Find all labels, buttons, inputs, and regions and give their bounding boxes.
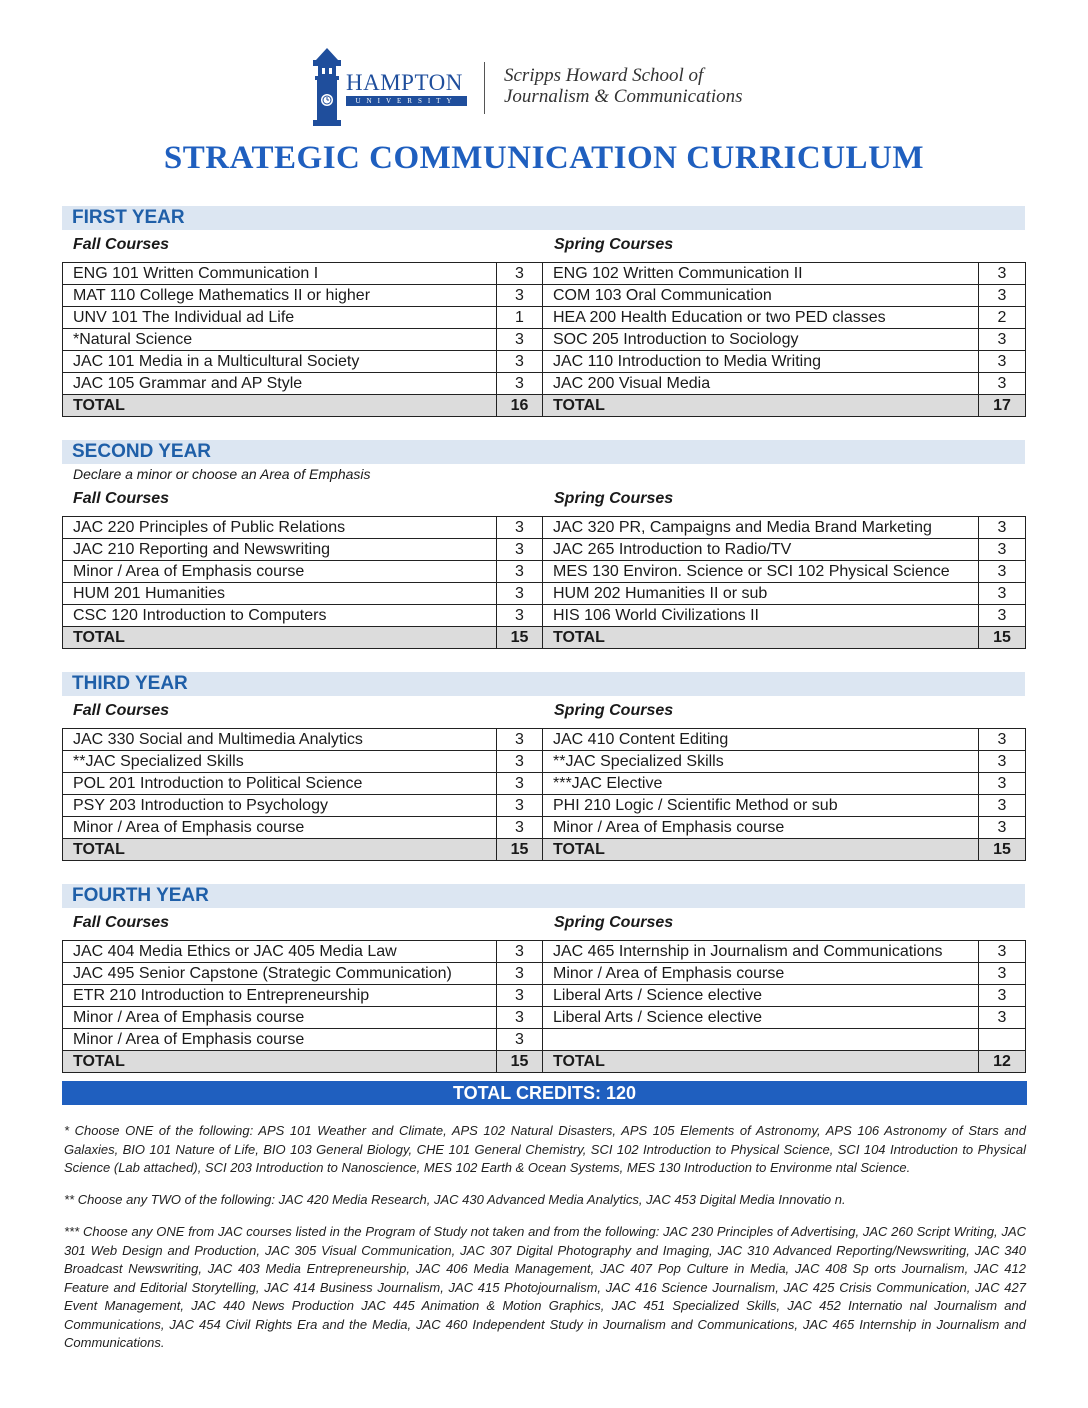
fall-course: UNV 101 The Individual ad Life xyxy=(63,307,497,329)
spring-course: JAC 410 Content Editing xyxy=(543,729,979,751)
spring-total-credits: 15 xyxy=(979,627,1026,649)
year-title: FOURTH YEAR xyxy=(62,884,1025,908)
fall-credits: 3 xyxy=(497,351,543,373)
fall-course: Minor / Area of Emphasis course xyxy=(63,561,497,583)
fall-total-label: TOTAL xyxy=(63,1051,497,1073)
fall-course: JAC 101 Media in a Multicultural Society xyxy=(63,351,497,373)
spring-credits: 3 xyxy=(979,795,1026,817)
spring-credits: 3 xyxy=(979,263,1026,285)
fall-credits: 3 xyxy=(497,773,543,795)
fall-course: JAC 105 Grammar and AP Style xyxy=(63,373,497,395)
spring-heading: Spring Courses xyxy=(554,702,674,719)
fall-heading: Fall Courses xyxy=(73,236,170,253)
year-title: SECOND YEAR xyxy=(62,440,1025,464)
fall-credits: 3 xyxy=(497,517,543,539)
fall-course: JAC 220 Principles of Public Relations xyxy=(63,517,497,539)
spring-course: HEA 200 Health Education or two PED classes xyxy=(543,307,979,329)
logo-divider xyxy=(484,62,485,114)
course-table xyxy=(62,516,1026,649)
fall-credits: 3 xyxy=(497,729,543,751)
fall-course: Minor / Area of Emphasis course xyxy=(63,817,497,839)
fall-total-credits: 15 xyxy=(497,839,543,861)
spring-course: JAC 265 Introduction to Radio/TV xyxy=(543,539,979,561)
total-row xyxy=(63,1051,1026,1073)
total-row xyxy=(63,627,1026,649)
fall-total-label: TOTAL xyxy=(63,627,497,649)
year-note: Declare a minor or choose an Area of Emphasis xyxy=(73,466,371,482)
spring-total-credits: 17 xyxy=(979,395,1026,417)
fall-credits: 3 xyxy=(497,539,543,561)
school-name-line2: Journalism & Communications xyxy=(504,86,743,107)
table-row xyxy=(63,307,1026,329)
fall-total-label: TOTAL xyxy=(63,839,497,861)
fall-course: MAT 110 College Mathematics II or higher xyxy=(63,285,497,307)
fall-course: Minor / Area of Emphasis course xyxy=(63,1029,497,1051)
table-row xyxy=(63,517,1026,539)
table-row xyxy=(63,773,1026,795)
year-title: THIRD YEAR xyxy=(62,672,1025,696)
table-row xyxy=(63,605,1026,627)
spring-credits: 3 xyxy=(979,351,1026,373)
total-row xyxy=(63,839,1026,861)
spring-course: PHI 210 Logic / Scientific Method or sub xyxy=(543,795,979,817)
fall-course: HUM 201 Humanities xyxy=(63,583,497,605)
year-section-fourth xyxy=(62,884,1025,1073)
fall-course: ETR 210 Introduction to Entrepreneurship xyxy=(63,985,497,1007)
spring-course xyxy=(543,1029,979,1051)
spring-credits: 3 xyxy=(979,329,1026,351)
spring-credits: 3 xyxy=(979,941,1026,963)
fall-credits: 3 xyxy=(497,583,543,605)
fall-course: POL 201 Introduction to Political Science xyxy=(63,773,497,795)
spring-course: Liberal Arts / Science elective xyxy=(543,985,979,1007)
column-headings xyxy=(62,230,1025,262)
year-title: FIRST YEAR xyxy=(62,206,1025,230)
fall-course: JAC 495 Senior Capstone (Strategic Communication) xyxy=(63,963,497,985)
table-row xyxy=(63,351,1026,373)
spring-total-label: TOTAL xyxy=(543,395,979,417)
spring-course: JAC 110 Introduction to Media Writing xyxy=(543,351,979,373)
school-name-line1: Scripps Howard School of xyxy=(504,65,704,86)
table-row xyxy=(63,1007,1026,1029)
table-row xyxy=(63,795,1026,817)
column-headings xyxy=(62,908,1025,940)
year-section-second xyxy=(62,440,1025,649)
fall-course: JAC 330 Social and Multimedia Analytics xyxy=(63,729,497,751)
spring-total-credits: 15 xyxy=(979,839,1026,861)
fall-course: CSC 120 Introduction to Computers xyxy=(63,605,497,627)
table-row xyxy=(63,963,1026,985)
clocktower-icon xyxy=(310,48,344,128)
fall-course: PSY 203 Introduction to Psychology xyxy=(63,795,497,817)
spring-heading: Spring Courses xyxy=(554,490,674,507)
spring-credits: 3 xyxy=(979,539,1026,561)
course-table xyxy=(62,940,1026,1073)
table-row xyxy=(63,751,1026,773)
fall-total-label: TOTAL xyxy=(63,395,497,417)
spring-course: JAC 200 Visual Media xyxy=(543,373,979,395)
spring-course: HUM 202 Humanities II or sub xyxy=(543,583,979,605)
spring-credits: 3 xyxy=(979,817,1026,839)
fall-credits: 3 xyxy=(497,373,543,395)
spring-course: HIS 106 World Civilizations II xyxy=(543,605,979,627)
spring-credits: 3 xyxy=(979,773,1026,795)
spring-course: SOC 205 Introduction to Sociology xyxy=(543,329,979,351)
spring-course: Minor / Area of Emphasis course xyxy=(543,817,979,839)
fall-credits: 3 xyxy=(497,963,543,985)
fall-heading: Fall Courses xyxy=(73,702,170,719)
spring-heading: Spring Courses xyxy=(554,914,674,931)
fall-credits: 3 xyxy=(497,795,543,817)
table-row xyxy=(63,941,1026,963)
table-row xyxy=(63,539,1026,561)
spring-course: Liberal Arts / Science elective xyxy=(543,1007,979,1029)
column-headings xyxy=(62,696,1025,728)
spring-heading: Spring Courses xyxy=(554,236,674,253)
spring-credits: 3 xyxy=(979,373,1026,395)
footnote-jac-elective: *** Choose any ONE from JAC courses listed in the Program of Study not taken and from the following: JAC 230 Principles of Advertising, JAC 260 Script Writing, JAC 301 Web Design and Production, JAC 305 Visual Communication, JAC 307 Digital Photography and Imaging, JAC 310 Advanced Reporting/Newswriting, JAC 340 Broadcast Newswriting, JAC 403 Media Entrepreneurship, JAC 406 Media Management, JAC 407 Pop Culture in Media, JAC 408 Sp orts Journalism, JAC 412 Feature and Editorial Storytelling, JAC 414 Business Journalism, JAC 415 Photojournalism, JAC 416 Science Journalism, JAC 425 Crisis Communication, JAC 427 Event Management, JAC 440 News Production JAC 445 Animation & Motion Graphics, JAC 451 Specialized Skills, JAC 452 Internatio nal Journalism and Communications, JAC 454 Civil Rights Era and the Media, JAC 460 Independent Study in Journalism and Communications, JAC 465 Internship in Journalism and Communications. xyxy=(64,1224,1026,1350)
spring-course: **JAC Specialized Skills xyxy=(543,751,979,773)
year-section-first xyxy=(62,206,1025,417)
fall-credits: 3 xyxy=(497,263,543,285)
spring-credits: 3 xyxy=(979,561,1026,583)
spring-course: Minor / Area of Emphasis course xyxy=(543,963,979,985)
footnote-natural-science: * Choose ONE of the following: APS 101 Weather and Climate, APS 102 Natural Disasters, APS 105 Elements of Astronomy, APS 106 Astronomy of Stars and Galaxies, BIO 101 Nature of Life, BIO 103 General Biology, CHE 101 General Chemistry, SCI 102 Introduction to Physical Science, SCI 104 Introduction to Physical Science (Lab attached), SCI 203 Introduction to Nanoscience, MES 102 Earth & Ocean Systems, MES 130 Introduction to Environme ntal Science. xyxy=(64,1123,1026,1175)
course-table xyxy=(62,262,1026,417)
fall-course: Minor / Area of Emphasis course xyxy=(63,1007,497,1029)
fall-credits: 3 xyxy=(497,751,543,773)
fall-heading: Fall Courses xyxy=(73,914,170,931)
table-row xyxy=(63,817,1026,839)
spring-course: COM 103 Oral Communication xyxy=(543,285,979,307)
table-row xyxy=(63,561,1026,583)
table-row xyxy=(63,985,1026,1007)
spring-credits: 3 xyxy=(979,751,1026,773)
footnote-specialized-skills: ** Choose any TWO of the following: JAC 420 Media Research, JAC 430 Advanced Media Analytics, JAC 453 Digital Media Innovatio n. xyxy=(64,1192,846,1207)
spring-total-label: TOTAL xyxy=(543,1051,979,1073)
fall-course: JAC 210 Reporting and Newswriting xyxy=(63,539,497,561)
total-row xyxy=(63,395,1026,417)
spring-credits: 2 xyxy=(979,307,1026,329)
fall-course: JAC 404 Media Ethics or JAC 405 Media Law xyxy=(63,941,497,963)
fall-credits: 3 xyxy=(497,605,543,627)
fall-credits: 3 xyxy=(497,985,543,1007)
fall-heading: Fall Courses xyxy=(73,490,170,507)
course-table xyxy=(62,728,1026,861)
table-row xyxy=(63,329,1026,351)
table-row xyxy=(63,263,1026,285)
table-row xyxy=(63,1029,1026,1051)
fall-course: **JAC Specialized Skills xyxy=(63,751,497,773)
spring-course: ***JAC Elective xyxy=(543,773,979,795)
spring-total-label: TOTAL xyxy=(543,839,979,861)
page-title: STRATEGIC COMMUNICATION CURRICULUM xyxy=(163,140,925,176)
spring-credits: 3 xyxy=(979,583,1026,605)
fall-total-credits: 15 xyxy=(497,1051,543,1073)
fall-course: *Natural Science xyxy=(63,329,497,351)
table-row xyxy=(63,583,1026,605)
spring-course: JAC 320 PR, Campaigns and Media Brand Marketing xyxy=(543,517,979,539)
spring-total-label: TOTAL xyxy=(543,627,979,649)
table-row xyxy=(63,373,1026,395)
spring-total-credits: 12 xyxy=(979,1051,1026,1073)
fall-credits: 3 xyxy=(497,561,543,583)
spring-credits: 3 xyxy=(979,963,1026,985)
fall-credits: 3 xyxy=(497,817,543,839)
spring-credits: 3 xyxy=(979,285,1026,307)
fall-credits: 3 xyxy=(497,329,543,351)
spring-credits: 3 xyxy=(979,517,1026,539)
fall-credits: 3 xyxy=(497,1007,543,1029)
fall-total-credits: 16 xyxy=(497,395,543,417)
spring-course: ENG 102 Written Communication II xyxy=(543,263,979,285)
spring-credits: 3 xyxy=(979,1007,1026,1029)
logo-subtitle: UNIVERSITY xyxy=(346,96,467,106)
fall-course: ENG 101 Written Communication I xyxy=(63,263,497,285)
year-section-third xyxy=(62,672,1025,861)
spring-credits: 3 xyxy=(979,729,1026,751)
fall-credits: 1 xyxy=(497,307,543,329)
total-credits-bar: TOTAL CREDITS: 120 xyxy=(62,1081,1027,1105)
fall-credits: 3 xyxy=(497,1029,543,1051)
table-row xyxy=(63,285,1026,307)
spring-credits: 3 xyxy=(979,985,1026,1007)
spring-course: MES 130 Environ. Science or SCI 102 Physical Science xyxy=(543,561,979,583)
fall-credits: 3 xyxy=(497,941,543,963)
fall-total-credits: 15 xyxy=(497,627,543,649)
fall-credits: 3 xyxy=(497,285,543,307)
column-headings xyxy=(62,484,1025,516)
spring-credits xyxy=(979,1029,1026,1051)
table-row xyxy=(63,729,1026,751)
logo-name: HAMPTON xyxy=(346,70,463,95)
spring-course: JAC 465 Internship in Journalism and Communications xyxy=(543,941,979,963)
header-logo xyxy=(310,48,790,130)
spring-credits: 3 xyxy=(979,605,1026,627)
